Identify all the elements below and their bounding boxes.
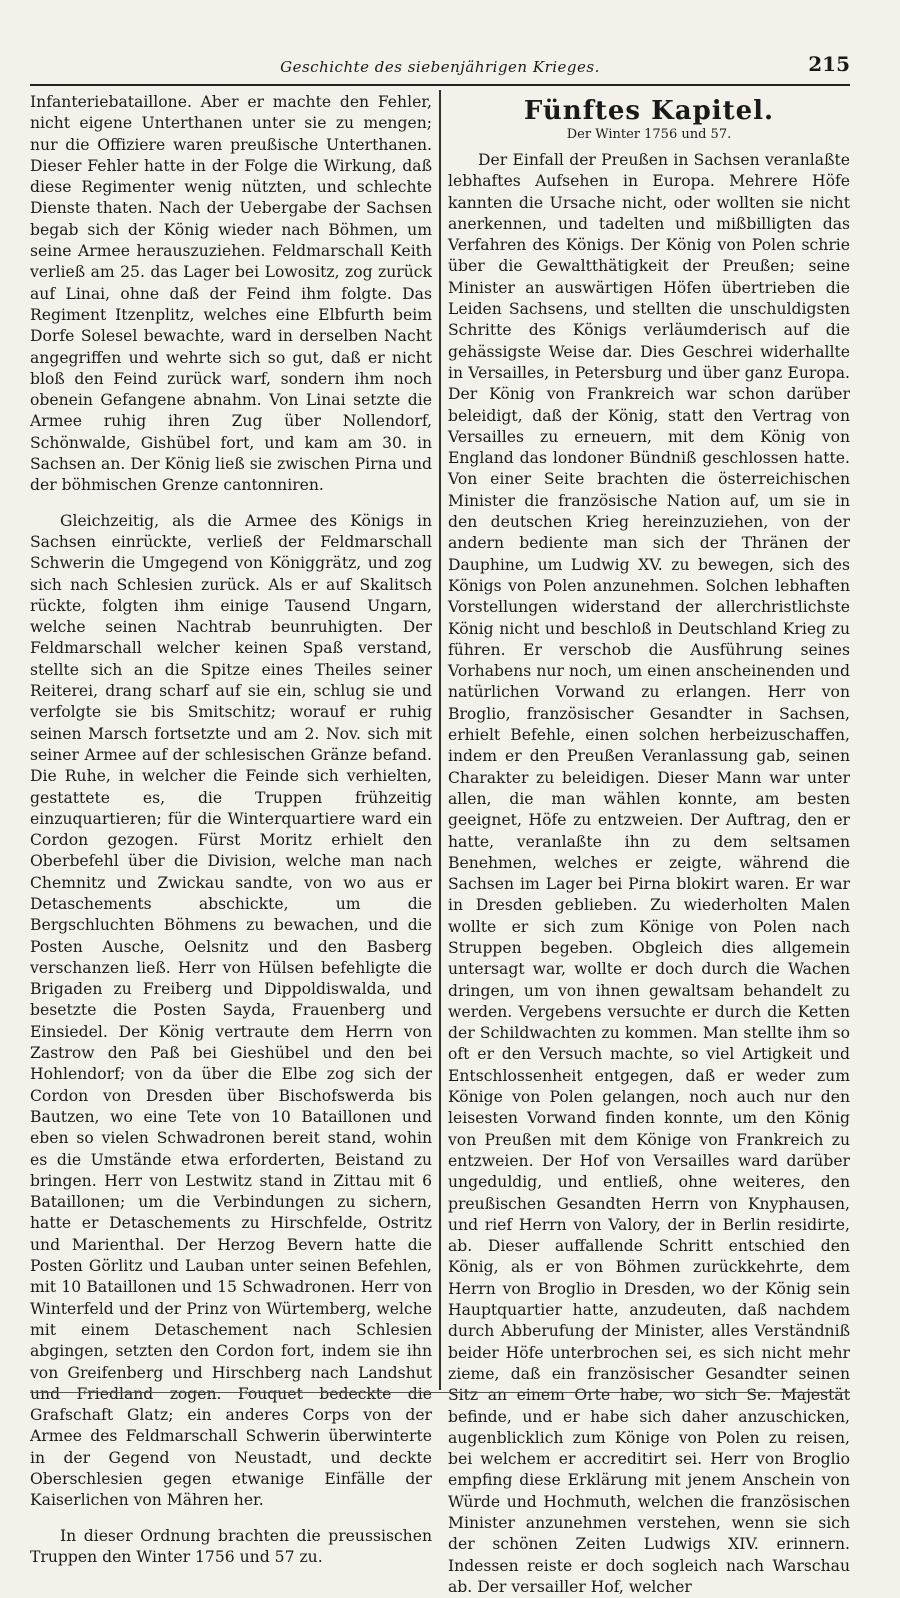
column-divider — [439, 90, 441, 1390]
left-paragraph-3: In dieser Ordnung brachten die preussischen Truppen den Winter 1756 und 57 zu. — [30, 1526, 432, 1566]
chapter-title: Fünftes Kapitel. — [523, 96, 775, 126]
left-column — [30, 92, 432, 1566]
chapter-subtitle: Der Winter 1756 und 57. — [566, 127, 732, 142]
paragraph-gap — [30, 497, 432, 511]
right-paragraph-1: Der Einfall der Preußen in Sachsen veranlaßte lebhaftes Aufsehen in Europa. Mehrere Höfe kannten die Ursache nicht, oder wollten sie nicht anerkennen, und tadelten und mißbilligten das Verfahren des Königs. Der König von Polen schrie über die Gewaltthätigkeit der Preußen; seine Minister an auswärtigen Höfen übertrieben die Leiden Sachsens, und stellten die unschuldigsten Schritte des Königs verläumderisch auf die gehässigste Weise dar. Dies Geschrei widerhallte in Versailles, in Petersburg und über ganz Europa. Der König von Frankreich war schon darüber beleidigt, daß der König, statt den Vertrag von Versailles zu erneuern, mit dem König von England das londoner Bündniß geschlossen hatte. Von einer Seite brachten die österreichischen Minister die französische Nation auf, um sie in den deutschen Krieg hereinzuziehen, von der andern bediente man sich der Thränen der Dauphine, um Ludwig XV. zu bewegen, sich des Königs von Polen anzunehmen. Solchen lebhaften Vorstellungen widerstand der allerchristlichste König nicht und beschloß in Deutschland Krieg zu führen. Er verschob die Ausführung seines Vorhabens nur noch, um einen anscheinenden und natürlichen Vorwand zu erlangen. Herr von Broglio, französischer Gesandter in Sachsen, erhielt Befehle, einen solchen herbeizuschaffen, indem er den Preußen Veranlassung gab, seinen Charakter zu beleidigen. Dieser Mann war unter allen, die man wählen konnte, am besten geeignet, Höfe zu entzweien. Der Auftrag, den er hatte, veranlaßte ihn zu dem seltsamen Benehmen, welches er zeigte, während die Sachsen im Lager bei Pirna blokirt waren. Er war in Dresden geblieben. Zu wiederholten Malen wollte er sich zum Könige von Polen nach Struppen begeben. Obgleich dies allgemein untersagt war, wollte er doch durch die Wachen dringen, um von ihnen gewaltsam behandelt zu werden. Vergebens versuchte er durch die Ketten der Schildwachten zu kommen. Man stellte ihm so oft er den Versuch machte, so viel Artigkeit und Entschlossenheit entgegen, daß er weder zum Könige von Polen gelangen, noch auch nur den leisesten Vorwand finden konnte, um den König von Preußen mit dem Könige von Frankreich zu entzweien. Der Hof von Versailles ward darüber ungeduldig, und entließ, ohne weiteres, den preußischen Gesandten Herrn von Knyphausen, und rief Herrn von Valory, der in Berlin residirte, ab. Dieser auffallende Schritt entschied den König, als er von Böhmen zurückkehrte, dem Herrn von Broglio in Dresden, wo der König sein Hauptquartier hatte, anzudeuten, daß nachdem durch Abberufung der Minister, alles Verständniß beider Höfe unterbrochen sei, es sich nicht mehr zieme, daß ein französischer Gesandter seinen Sitz an einem Orte habe, wo sich Se. Majestät befinde, und er habe sich daher anzuschicken, augenblicklich zum Könige von Polen zu reisen, bei welchem er accreditirt sei. Herr von Broglio empfing diese Erklärung mit jenem Anschein von Würde und Hochmuth, welchen die französischen Minister anzunehmen verstehen, wenn sie sich der schönen Zeiten Ludwigs XIV. erinnern. Indessen reiste er doch sogleich nach Warschau ab. Der versailler Hof, welcher — [448, 151, 850, 1596]
left-paragraph-2: Gleichzeitig, als die Armee des Königs in Sachsen einrückte, verließ der Feldmarschall Schwerin die Umgegend von Königgrätz, und zog sich nach Schlesien zurück. Als er auf Skalitsch rückte, folgten ihm einige Tausend Ungarn, welche seinen Nachtrab beunruhigten. Der Feldmarschall welcher keinen Spaß verstand, stellte sich an die Spitze eines Theiles seiner Reiterei, drang scharf auf sie ein, schlug sie und verfolgte sie bis Smitschitz; worauf er ruhig seinen Marsch fortsetzte und am 2. Nov. sich mit seiner Armee auf der schlesischen Gränze befand. Die Ruhe, in welcher die Feinde sich verhielten, gestattete es, die Truppen frühzeitig einzuquartieren; für die Winterquartiere ward ein Cordon gezogen. Fürst Moritz erhielt den Oberbefehl über die Division, welche man nach Chemnitz und Zwickau sandte, von wo aus er Detaschements abschickte, um die Bergschluchten Böhmens zu bewachen, und die Posten Ausche, Oelsnitz und den Basberg verschanzen ließ. Herr von Hülsen befehligte die Brigaden zu Freiberg und Dippoldiswalda, und besetzte die Posten Sayda, Frauenberg und Einsiedel. Der König vertraute dem Herrn von Zastrow den Paß bei Gieshübel und den bei Hohlendorf; von da über die Elbe zog sich der Cordon von Dresden über Bischofswerda bis Bautzen, wo eine Tete von 10 Bataillonen und eben so vielen Schwadronen bereit stand, wohin es die Umstände etwa erforderten, Beistand zu bringen. Herr von Lestwitz stand in Zittau mit 6 Bataillonen; um die Verbindungen zu sichern, hatte er Detaschements zu Hirschfelde, Ostritz und Marienthal. Der Herzog Bevern hatte die Posten Görlitz und Lauban unter seinen Befehlen, mit 10 Bataillonen und 15 Schwadronen. Herr von Winterfeld und der Prinz von Würtemberg, welche mit einem Detaschement nach Schlesien abgingen, setzten den Cordon fort, indem sie ihn von Greifenberg und Hirschberg nach Landshut und Friedland zogen. Fouquet bedeckte die Grafschaft Glatz; ein anderes Corps von der Armee des Feldmarschall Schwerin überwinterte in der Gegend von Neustadt, und deckte Oberschlesien gegen etwanige Einfälle der Kaiserlichen von Mähren her. — [30, 511, 432, 1510]
page-header — [30, 52, 850, 82]
footer-rule — [30, 1392, 850, 1393]
header-rule — [30, 84, 850, 86]
running-title: Geschichte des siebenjährigen Krieges. — [280, 58, 600, 76]
left-paragraph-1: Infanteriebataillone. Aber er machte den Fehler, nicht eigene Unterthanen unter sie zu mengen; nur die Offiziere waren preußische Unterthanen. Dieser Fehler hatte in der Folge die Wirkung, daß diese Regimenter wenig nützten, und schlechte Dienste thaten. Nach der Uebergabe der Sachsen begab sich der König wieder nach Böhmen, um seine Armee herauszuziehen. Feldmarschall Keith verließ am 25. das Lager bei Lowositz, zog zurück auf Linai, ohne daß der Feind ihm folgte. Das Regiment Itzenplitz, welches eine Elbfurth beim Dorfe Solesel bewachte, ward in derselben Nacht angegriffen und wehrte sich so gut, daß er nicht bloß den Feind zurück warf, sondern ihm noch obenein Gefangene abnahm. Von Linai setzte die Armee ruhig ihren Zug über Nollendorf, Schönwalde, Gishübel fort, und kam am 30. in Sachsen an. Der König ließ sie zwischen Pirna und der böhmischen Grenze cantonniren. — [30, 93, 432, 495]
right-column — [448, 92, 850, 1596]
paragraph-gap — [30, 1512, 432, 1526]
page-number: 215 — [808, 52, 850, 76]
